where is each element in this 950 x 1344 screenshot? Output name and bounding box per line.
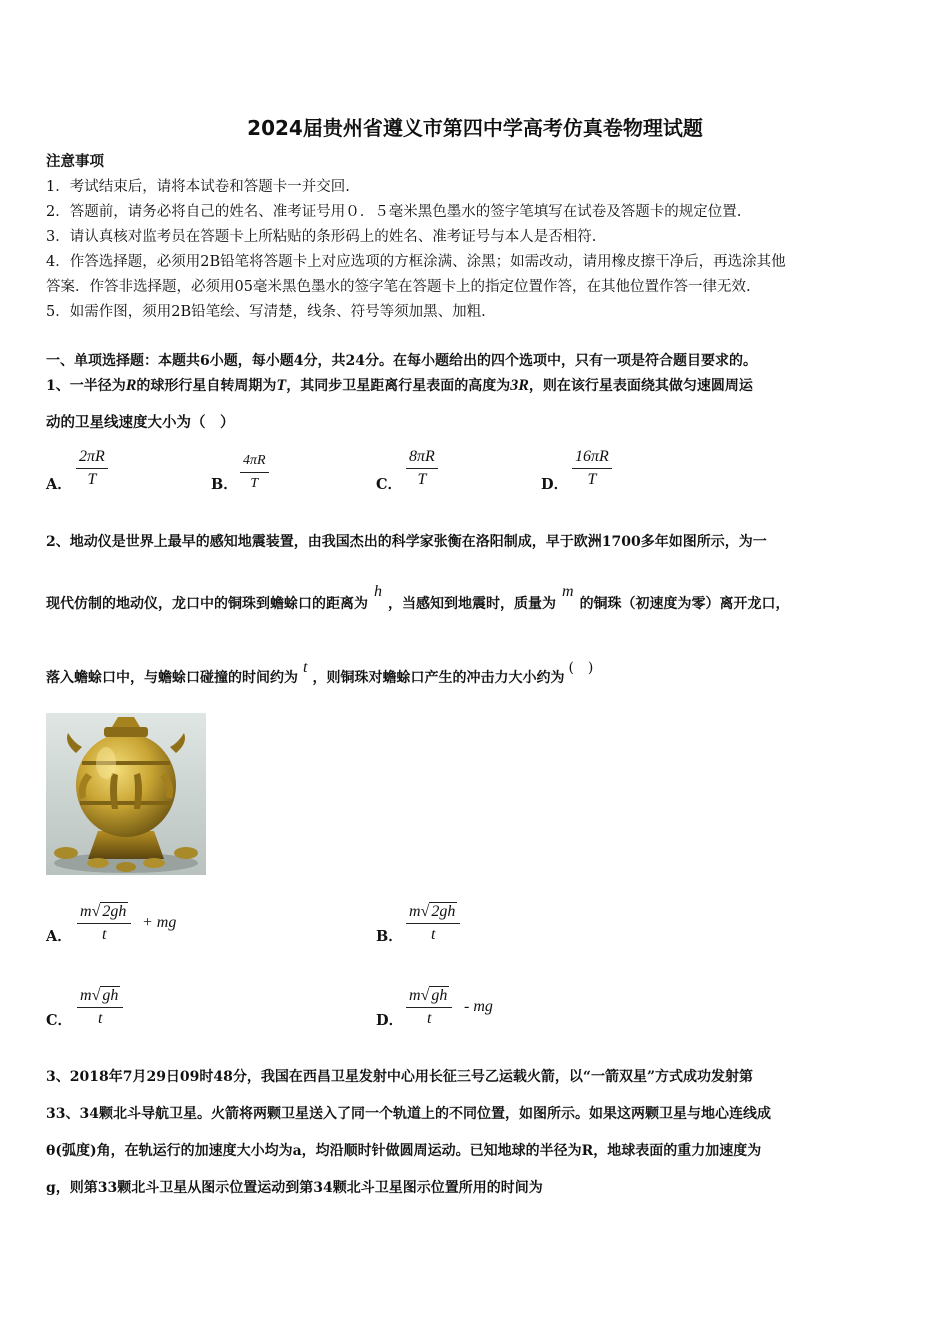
section-heading: 一、单项选择题：本题共6小题，每小题4分，共24分。在每小题给出的四个选项中，只有一项是符合题目要求的。 (46, 353, 757, 369)
q1-option-b-label[interactable]: B． (211, 476, 238, 493)
q2-line-3 (46, 659, 594, 688)
q2-option-d-label[interactable]: D． (376, 1012, 404, 1029)
q3-line-2: 33、34颗北斗导航卫星。火箭将两颗卫星送入了同一个轨道上的不同位置，如图所示。如果这两颗卫星与地心连线成 (46, 1106, 771, 1122)
sqrt-icon: √ gh (420, 987, 448, 1004)
notice-item-1: 1．考试结束后，请将本试卷和答题卡一并交回. (46, 179, 350, 195)
q1-option-c-label[interactable]: C． (376, 476, 403, 493)
q2-option-c-num (77, 985, 123, 1008)
q1-option-d-den: T (587, 471, 597, 488)
sqrt-icon: √ gh (91, 987, 119, 1004)
q2-text-b: ，当感知到地震时，质量为 (388, 596, 556, 612)
q2-option-c-den: t (97, 1010, 103, 1027)
q2-option-b-den: t (430, 926, 436, 943)
q2-option-c-fraction[interactable] (77, 985, 123, 1030)
q2-option-a-fraction[interactable] (77, 901, 131, 946)
q1-option-a-fraction[interactable] (76, 446, 108, 491)
q1-line-2: 动的卫星线速度大小为（ ） (46, 414, 235, 431)
notice-item-2: 2．答题前，请务必将自己的姓名、准考证号用０．５毫米黑色墨水的签字笔填写在试卷及答题卡的规定位置. (46, 204, 742, 220)
q2-text-a: 现代仿制的地动仪，龙口中的铜珠到蟾蜍口的距离为 (46, 596, 368, 612)
q1-text-d: ，则在该行星表面绕其做匀速圆周运 (528, 378, 753, 394)
q2-option-b-label[interactable]: B． (376, 928, 403, 945)
q2-text-c: 的铜珠（初速度为零）离开龙口， (579, 596, 790, 612)
notice-item-5: 5．如需作图，须用2B铅笔绘、写清楚，线条、符号等须加黑、加粗. (46, 304, 486, 320)
q2-text-d: 落入蟾蜍口中，与蟾蜍口碰撞的时间约为 (46, 670, 298, 686)
q1-option-d-label[interactable]: D． (541, 476, 569, 493)
q3-line-1: 3、2018年7月29日09时48分，我国在西昌卫星发射中心用长征三号乙运载火箭，以“一箭双星”方式成功发射第 (46, 1069, 753, 1085)
q1-option-c-fraction[interactable] (406, 446, 438, 491)
q1-option-a-den: T (87, 471, 97, 488)
q1-option-b-num: 4πR (240, 450, 269, 473)
q2-option-d-den: t (426, 1010, 432, 1027)
notice-item-4: 4．作答选择题，必须用2B铅笔将答题卡上对应选项的方框涂满、涂黑；如需改动，请用橡皮擦干净后，再选涂其他 (46, 254, 786, 270)
q1-var-t: T (276, 377, 287, 394)
q2-option-a-rad: 2gh (102, 903, 127, 920)
notice-item-3: 3．请认真核对监考员在答题卡上所粘贴的条形码上的姓名、准考证号与本人是否相符. (46, 229, 597, 245)
q1-option-a-num: 2πR (76, 446, 108, 469)
q1-text-b: 的球形行星自转周期为 (136, 378, 277, 394)
q1-option-d-num: 16πR (572, 446, 612, 469)
q2-option-c-m: m (80, 987, 92, 1004)
q1-text-a: 1、一半径为 (46, 378, 126, 394)
q3-line-3: θ(弧度)角，在轨运行的加速度大小均为a，均沿顺时针做圆周运动。已知地球的半径为R，地球表面的重力加速度为 (46, 1143, 762, 1159)
q1-var-3r: 3R (510, 377, 529, 394)
page-title: 2024届贵州省遵义市第四中学高考仿真卷物理试题 (247, 116, 703, 140)
q2-var-h: h (374, 583, 382, 600)
notice-item-4-cont: 答案．作答非选择题，必须用05毫米黑色墨水的签字笔在答题卡上的指定位置作答，在其他位置作答一律无效. (46, 279, 751, 295)
q1-option-d-fraction[interactable] (572, 446, 612, 491)
q1-option-c-den: T (417, 471, 427, 488)
q2-text-e: ，则铜珠对蟾蜍口产生的冲击力大小约为 (312, 670, 565, 686)
q2-option-a-m: m (80, 903, 92, 920)
q2-option-d-m: m (409, 987, 421, 1004)
q2-option-d-num (406, 985, 452, 1008)
q2-option-b-num (406, 901, 460, 924)
seismograph-photo (46, 713, 206, 875)
q2-option-d-rad: gh (431, 987, 448, 1004)
q2-option-d-fraction[interactable] (406, 985, 452, 1030)
q1-text-c: ，其同步卫星距离行星表面的高度为 (286, 378, 511, 394)
q3-line-4: g，则第33颗北斗卫星从图示位置运动到第34颗北斗卫星图示位置所用的时间为 (46, 1180, 543, 1196)
q2-var-m: m (562, 583, 574, 600)
q2-option-b-m: m (409, 903, 421, 920)
q2-option-d-tail: - mg (464, 998, 493, 1015)
q1-var-r: R (125, 377, 137, 394)
q2-answer-paren: ( ) (568, 660, 594, 676)
q1-option-b-den: T (250, 476, 259, 491)
q2-option-a-den: t (101, 926, 107, 943)
q2-var-t: t (303, 659, 308, 676)
q2-option-c-rad: gh (102, 987, 119, 1004)
sqrt-icon: √ 2gh (91, 903, 127, 920)
q2-option-a-tail: + mg (142, 914, 177, 931)
q1-option-c-num: 8πR (406, 446, 438, 469)
q1-option-b-fraction[interactable] (240, 450, 269, 495)
q1-option-a-label[interactable]: A． (46, 476, 72, 493)
q2-option-c-label[interactable]: C． (46, 1012, 73, 1029)
q2-option-b-rad: 2gh (431, 903, 456, 920)
q2-line-1: 2、地动仪是世界上最早的感知地震装置，由我国杰出的科学家张衡在洛阳制成，早于欧洲1700多年如图所示，为一 (46, 534, 767, 550)
q1-line-1 (46, 376, 753, 396)
q2-option-a-label[interactable]: A． (46, 928, 72, 945)
q2-option-a-num (77, 901, 131, 924)
q2-option-b-fraction[interactable] (406, 901, 460, 946)
sqrt-icon: √ 2gh (420, 903, 456, 920)
notice-heading: 注意事项 (46, 153, 104, 170)
q2-line-2 (46, 583, 790, 614)
